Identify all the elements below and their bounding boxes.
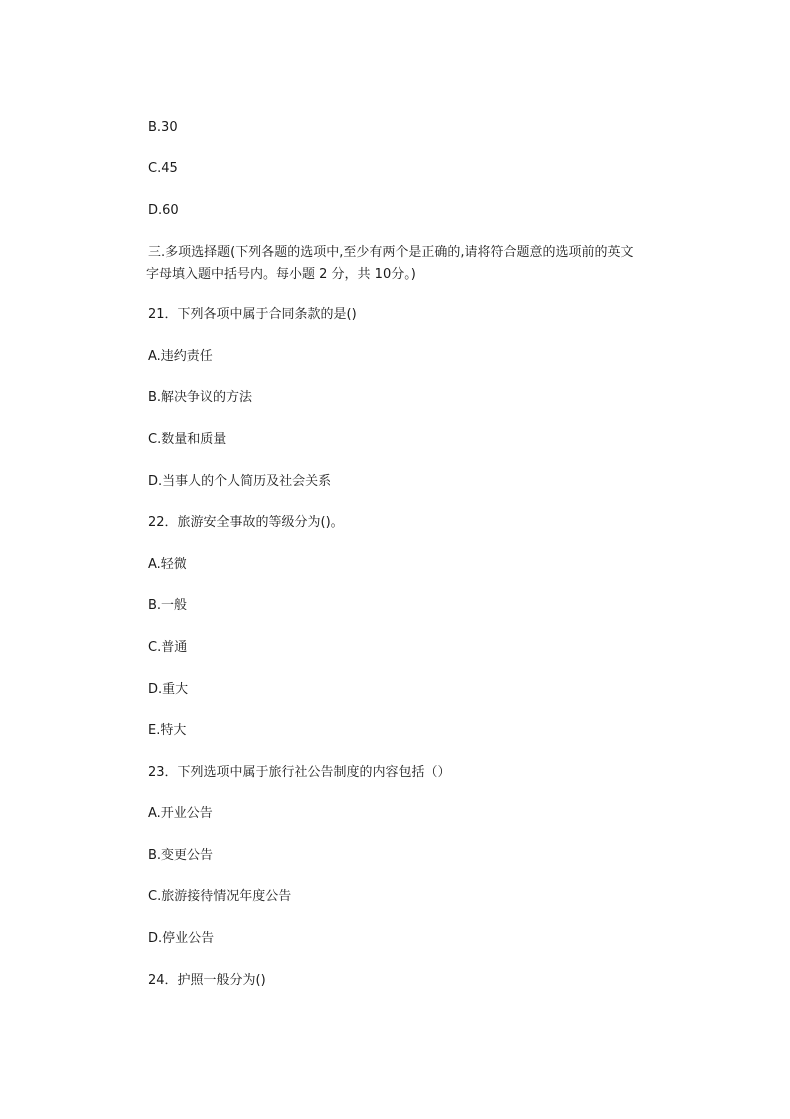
question-23-option-b: B.变更公告 xyxy=(148,848,214,863)
question-22-option-a: A.轻微 xyxy=(148,557,187,572)
question-22-option-e: E.特大 xyxy=(148,723,187,738)
question-22-option-b: B.一般 xyxy=(148,598,188,613)
option-c-45: C.45 xyxy=(148,161,178,176)
question-23-option-c: C.旅游接待情况年度公告 xyxy=(148,889,292,904)
question-21-stem: 21．下列各项中属于合同条款的是() xyxy=(148,307,357,322)
question-22-option-c: C.普通 xyxy=(148,640,188,655)
question-23-stem: 23．下列选项中属于旅行社公告制度的内容包括（） xyxy=(148,765,451,780)
option-b-30: B.30 xyxy=(148,120,178,135)
question-21-option-b: B.解决争议的方法 xyxy=(148,390,253,405)
question-21-option-a: A.违约责任 xyxy=(148,349,213,364)
question-22-option-d: D.重大 xyxy=(148,682,189,697)
section-heading xyxy=(148,242,674,286)
section-heading-line-2: 字母填入题中括号内。每小题 2 分，共 10分。) xyxy=(146,267,416,282)
question-24-stem: 24．护照一般分为() xyxy=(148,973,266,988)
question-23-option-d: D.停业公告 xyxy=(148,931,215,946)
question-22-stem: 22．旅游安全事故的等级分为()。 xyxy=(148,515,344,530)
option-d-60: D.60 xyxy=(148,203,179,218)
question-21-option-c: C.数量和质量 xyxy=(148,432,227,447)
question-23-option-a: A.开业公告 xyxy=(148,806,213,821)
section-heading-line-1: 三.多项选择题(下列各题的选项中,至少有两个是正确的,请将符合题意的选项前的英文 xyxy=(148,245,634,260)
question-21-option-d: D.当事人的个人简历及社会关系 xyxy=(148,474,332,489)
